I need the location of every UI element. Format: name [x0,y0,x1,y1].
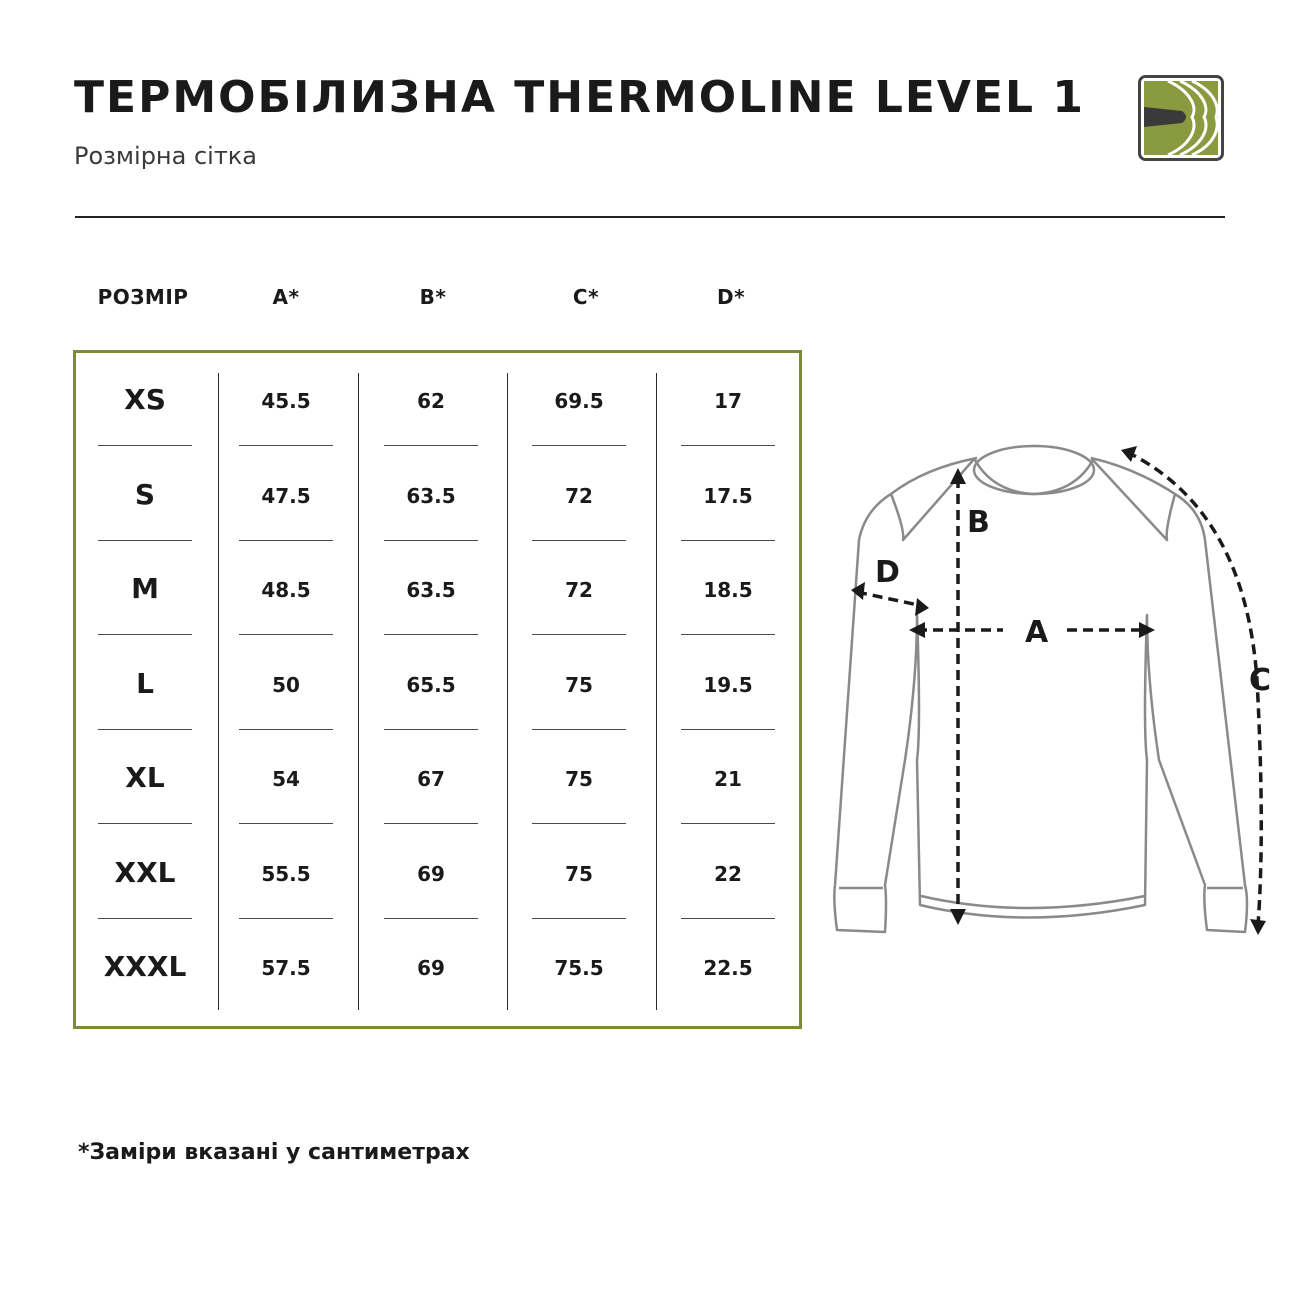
column-header-d: D* [716,285,746,309]
size-cell: XL [125,761,165,794]
row-divider [681,634,775,635]
measure-cell-c: 75 [565,672,593,697]
row-divider [239,729,333,730]
size-cell: XXXL [103,950,187,983]
measure-cell-b: 63.5 [406,483,456,508]
measure-cell-d: 21 [714,767,742,791]
row-divider [532,918,626,919]
measure-cell-b: 65.5 [406,672,456,697]
column-header-b: B* [419,285,447,309]
row-divider [532,540,626,541]
measure-cell-a: 48.5 [261,578,311,602]
measure-cell-d: 17.5 [703,483,753,508]
measure-cell-b: 63.5 [406,578,456,602]
row-divider [532,445,626,446]
column-divider [507,373,508,1010]
measure-cell-a: 50 [272,672,300,697]
row-divider [681,823,775,824]
column-divider [656,373,657,1010]
row-divider [239,540,333,541]
brand-logo-icon [1138,75,1224,161]
column-divider [358,373,359,1010]
measure-cell-d: 22.5 [703,956,753,980]
measure-cell-b: 69 [417,861,445,886]
row-divider [98,918,192,919]
size-table [73,350,802,1029]
measure-cell-d: 19.5 [703,672,753,697]
row-divider [384,540,478,541]
measure-cell-a: 54 [272,767,300,791]
measure-cell-a: 57.5 [261,956,311,980]
row-divider [532,634,626,635]
row-divider [681,445,775,446]
measure-cell-d: 18.5 [703,578,753,602]
row-divider [532,823,626,824]
row-divider [239,823,333,824]
column-header-a: A* [272,285,300,309]
row-divider [239,634,333,635]
size-cell: XXL [114,855,176,889]
shirt-outline [834,446,1247,932]
footnote: *Заміри вказані у сантиметрах [78,1140,470,1165]
row-divider [239,918,333,919]
size-cell: L [136,666,154,700]
row-divider [384,634,478,635]
measure-cell-a: 47.5 [261,483,311,508]
page-title: ТЕРМОБІЛИЗНА THERMOLINE LEVEL 1 [74,72,1085,123]
row-divider [384,918,478,919]
column-header-c: C* [572,285,600,309]
measure-cell-c: 72 [565,483,593,508]
row-divider [681,540,775,541]
measure-cell-c: 75.5 [554,956,604,980]
row-divider [681,918,775,919]
measure-cell-c: 72 [565,578,593,602]
row-divider [98,823,192,824]
measure-cell-c: 69.5 [554,389,604,413]
label-d: D [875,555,900,590]
row-divider [532,729,626,730]
row-divider [681,729,775,730]
measure-cell-b: 62 [417,389,445,413]
size-cell: XS [124,383,166,416]
size-cell: M [131,572,159,605]
row-divider [98,729,192,730]
measure-cell-a: 55.5 [261,861,311,886]
measure-cell-b: 67 [417,767,445,791]
label-c: C [1249,663,1272,698]
size-cell: S [134,477,156,511]
row-divider [98,445,192,446]
row-divider [384,823,478,824]
row-divider [98,540,192,541]
row-divider [239,445,333,446]
measure-cell-d: 22 [714,861,742,886]
measure-cell-a: 45.5 [261,389,311,413]
header-divider [75,216,1225,218]
page-subtitle: Розмірна сітка [74,142,257,170]
label-a: A [1025,615,1049,650]
label-b: B [967,505,990,540]
column-header-size: РОЗМІР [97,285,189,309]
measure-cell-d: 17 [714,389,742,413]
row-divider [384,729,478,730]
measure-cell-b: 69 [417,956,445,980]
row-divider [384,445,478,446]
row-divider [98,634,192,635]
shirt-measurement-diagram [825,430,1285,950]
measure-cell-c: 75 [565,861,593,886]
measure-cell-c: 75 [565,767,593,791]
